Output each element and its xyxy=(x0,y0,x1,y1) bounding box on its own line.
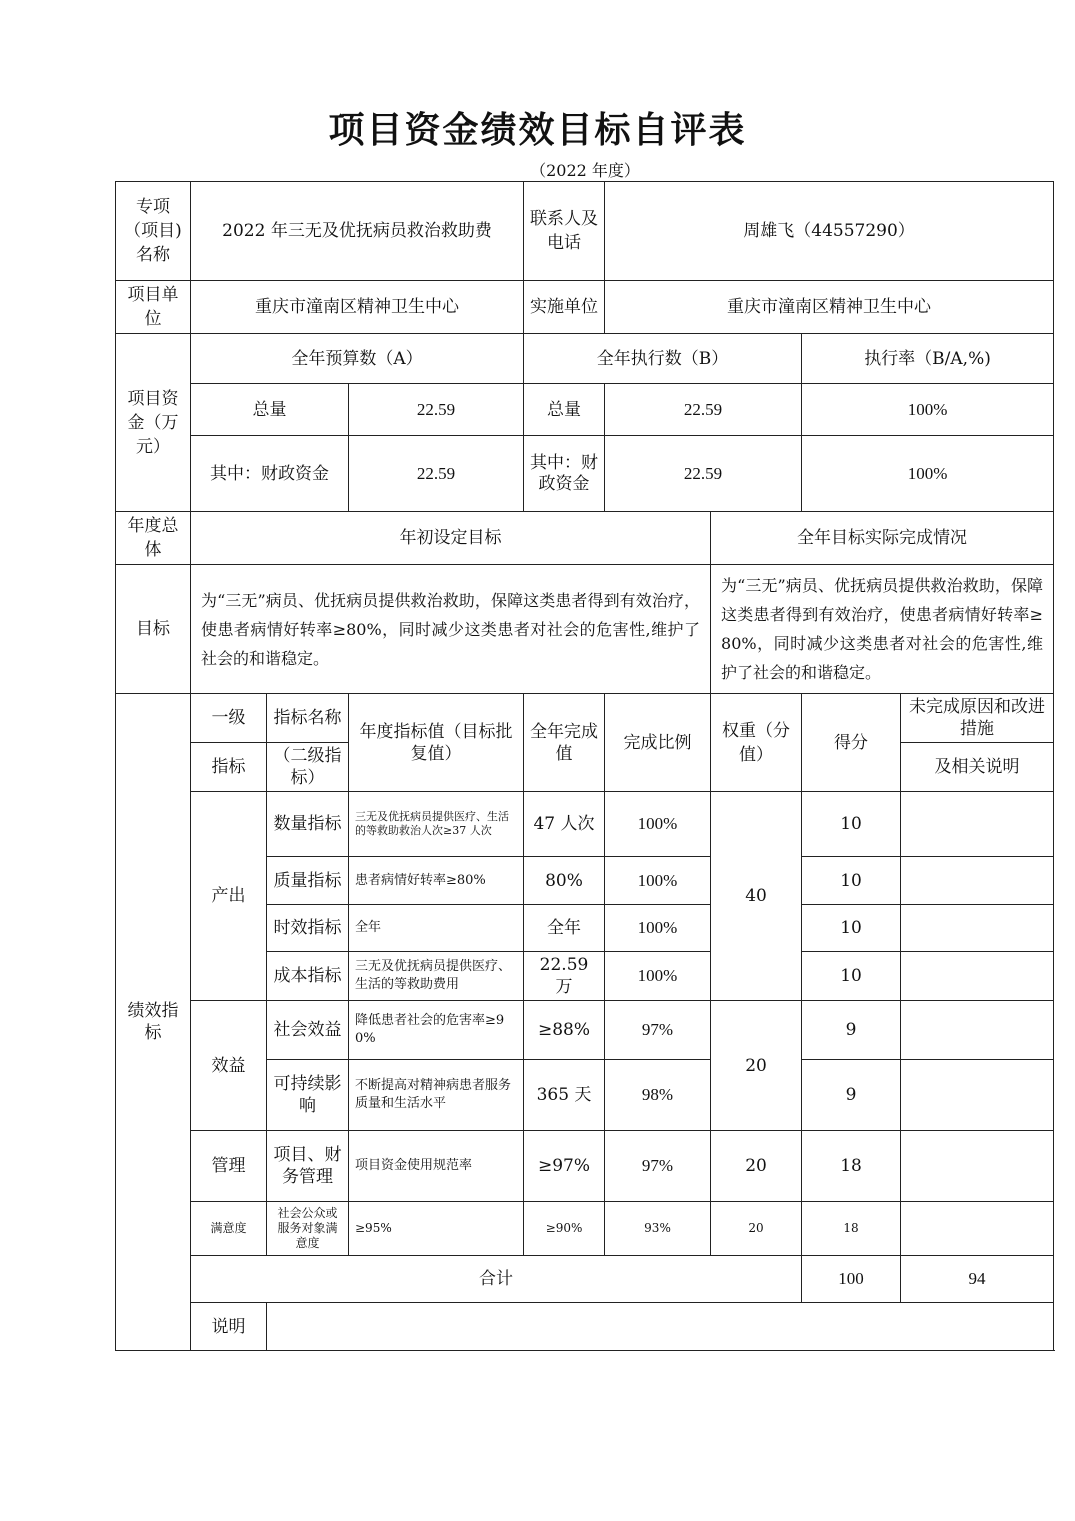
exec-total-label: 总量 xyxy=(524,384,605,436)
indicator-name: 项目、财务管理 xyxy=(267,1131,349,1202)
indicator-name: 质量指标 xyxy=(267,857,349,905)
performance-indicators-label: 绩效指标 xyxy=(116,694,191,1351)
exec-fiscal-value: 22.59 xyxy=(605,436,802,512)
group-satisfaction-weight: 20 xyxy=(711,1202,802,1256)
note-value xyxy=(267,1303,1054,1351)
indicator-ratio: 100% xyxy=(605,857,711,905)
indicator-score: 9 xyxy=(802,1060,901,1131)
indicator-score: 10 xyxy=(802,857,901,905)
indicator-done: ≥88% xyxy=(524,1001,605,1060)
note-label: 说明 xyxy=(191,1303,267,1351)
indicator-reason xyxy=(901,1060,1054,1131)
budget-fiscal-label: 其中：财政资金 xyxy=(191,436,349,512)
budget-total-label: 总量 xyxy=(191,384,349,436)
budget-header: 全年预算数（A） xyxy=(191,334,524,384)
indicator-score: 18 xyxy=(802,1131,901,1202)
indicator-done: 47 人次 xyxy=(524,792,605,857)
group-satisfaction: 满意度 xyxy=(191,1202,267,1256)
indicator-reason xyxy=(901,952,1054,1001)
self-evaluation-table xyxy=(115,181,1054,1351)
project-name-value: 2022 年三无及优抚病员救治救助费 xyxy=(191,182,524,281)
group-output: 产出 xyxy=(191,792,267,1001)
indicator-reason xyxy=(901,1131,1054,1202)
contact-label: 联系人及电话 xyxy=(524,182,605,281)
indicator-ratio: 97% xyxy=(605,1131,711,1202)
budget-total-value: 22.59 xyxy=(349,384,524,436)
group-management: 管理 xyxy=(191,1131,267,1202)
indicator-reason xyxy=(901,1202,1054,1256)
indicator-annual: 全年 xyxy=(349,905,524,952)
total-label: 合计 xyxy=(191,1256,802,1303)
indicator-annual: 降低患者社会的危害率≥90% xyxy=(349,1001,524,1060)
reason-header: 未完成原因和改进措施 xyxy=(901,694,1054,743)
indicator-done: 全年 xyxy=(524,905,605,952)
total-score: 94 xyxy=(901,1256,1054,1303)
indicator-name: 社会公众或服务对象满意度 xyxy=(267,1202,349,1256)
actual-goal-text: 为“三无”病员、优抚病员提供救治救助，保障这类患者得到有效治疗，使患者病情好转率≥80%，同时减少这类患者对社会的危害性,维护了社会的和谐稳定。 xyxy=(711,565,1054,694)
budget-fiscal-value: 22.59 xyxy=(349,436,524,512)
initial-goal-text: 为“三无”病员、优抚病员提供救治救助，保障这类患者得到有效治疗，使患者病情好转率≥80%，同时减少这类患者对社会的危害性,维护了社会的和谐稳定。 xyxy=(191,565,711,694)
total-weight: 100 xyxy=(802,1256,901,1303)
indicator-annual: 三无及优抚病员提供医疗、生活的等救助救治人次≥37 人次 xyxy=(349,792,524,857)
indicator-name: 社会效益 xyxy=(267,1001,349,1060)
indicator-ratio: 100% xyxy=(605,952,711,1001)
funds-label: 项目资金（万元） xyxy=(116,334,191,512)
indicator-score: 10 xyxy=(802,952,901,1001)
impl-unit-label: 实施单位 xyxy=(524,281,605,334)
level2-header-2: （二级指标） xyxy=(267,743,349,792)
exec-total-value: 22.59 xyxy=(605,384,802,436)
impl-unit-value: 重庆市潼南区精神卫生中心 xyxy=(605,281,1054,334)
annual-target-header: 年度指标值（目标批复值） xyxy=(349,694,524,792)
indicator-score: 18 xyxy=(802,1202,901,1256)
exec-fiscal-label: 其中：财政资金 xyxy=(524,436,605,512)
indicator-annual: 不断提高对精神病患者服务质量和生活水平 xyxy=(349,1060,524,1131)
group-benefit-weight: 20 xyxy=(711,1001,802,1131)
rate-fiscal-value: 100% xyxy=(802,436,1054,512)
indicator-name: 成本指标 xyxy=(267,952,349,1001)
indicator-done: ≥90% xyxy=(524,1202,605,1256)
indicator-annual: ≥95% xyxy=(349,1202,524,1256)
group-benefit: 效益 xyxy=(191,1001,267,1131)
page-title: 项目资金绩效目标自评表 xyxy=(328,109,747,151)
indicator-ratio: 98% xyxy=(605,1060,711,1131)
year-subtitle: （2022 年度） xyxy=(530,161,640,180)
rate-total-value: 100% xyxy=(802,384,1054,436)
exec-header: 全年执行数（B） xyxy=(524,334,802,384)
indicator-ratio: 100% xyxy=(605,792,711,857)
score-header: 得分 xyxy=(802,694,901,792)
indicator-annual: 患者病情好转率≥80% xyxy=(349,857,524,905)
indicator-annual: 项目资金使用规范率 xyxy=(349,1131,524,1202)
weight-header: 权重（分值） xyxy=(711,694,802,792)
indicator-score: 10 xyxy=(802,905,901,952)
indicator-ratio: 97% xyxy=(605,1001,711,1060)
indicator-score: 9 xyxy=(802,1001,901,1060)
indicator-annual: 三无及优抚病员提供医疗、生活的等救助费用 xyxy=(349,952,524,1001)
actual-goal-header: 全年目标实际完成情况 xyxy=(711,512,1054,565)
group-management-weight: 20 xyxy=(711,1131,802,1202)
ratio-header: 完成比例 xyxy=(605,694,711,792)
indicator-name: 数量指标 xyxy=(267,792,349,857)
project-unit-value: 重庆市潼南区精神卫生中心 xyxy=(191,281,524,334)
indicator-name: 可持续影响 xyxy=(267,1060,349,1131)
initial-goal-header: 年初设定目标 xyxy=(191,512,711,565)
project-name-label: 专项（项目)名称 xyxy=(116,182,191,281)
done-value-header: 全年完成值 xyxy=(524,694,605,792)
indicator-reason xyxy=(901,905,1054,952)
indicator-done: 22.59 万 xyxy=(524,952,605,1001)
reason-header-2: 及相关说明 xyxy=(901,743,1054,792)
project-unit-label: 项目单位 xyxy=(116,281,191,334)
overall-label: 年度总体 xyxy=(116,512,191,565)
level1-header-2: 指标 xyxy=(191,743,267,792)
level2-header: 指标名称 xyxy=(267,694,349,743)
indicator-reason xyxy=(901,792,1054,857)
indicator-done: 80% xyxy=(524,857,605,905)
indicator-ratio: 100% xyxy=(605,905,711,952)
rate-header: 执行率（B/A,%) xyxy=(802,334,1054,384)
indicator-name: 时效指标 xyxy=(267,905,349,952)
contact-value: 周雄飞（44557290） xyxy=(605,182,1054,281)
indicator-score: 10 xyxy=(802,792,901,857)
indicator-reason xyxy=(901,1001,1054,1060)
target-label: 目标 xyxy=(116,565,191,694)
level1-header: 一级 xyxy=(191,694,267,743)
indicator-reason xyxy=(901,857,1054,905)
indicator-done: 365 天 xyxy=(524,1060,605,1131)
group-output-weight: 40 xyxy=(711,792,802,1001)
indicator-done: ≥97% xyxy=(524,1131,605,1202)
indicator-ratio: 93% xyxy=(605,1202,711,1256)
